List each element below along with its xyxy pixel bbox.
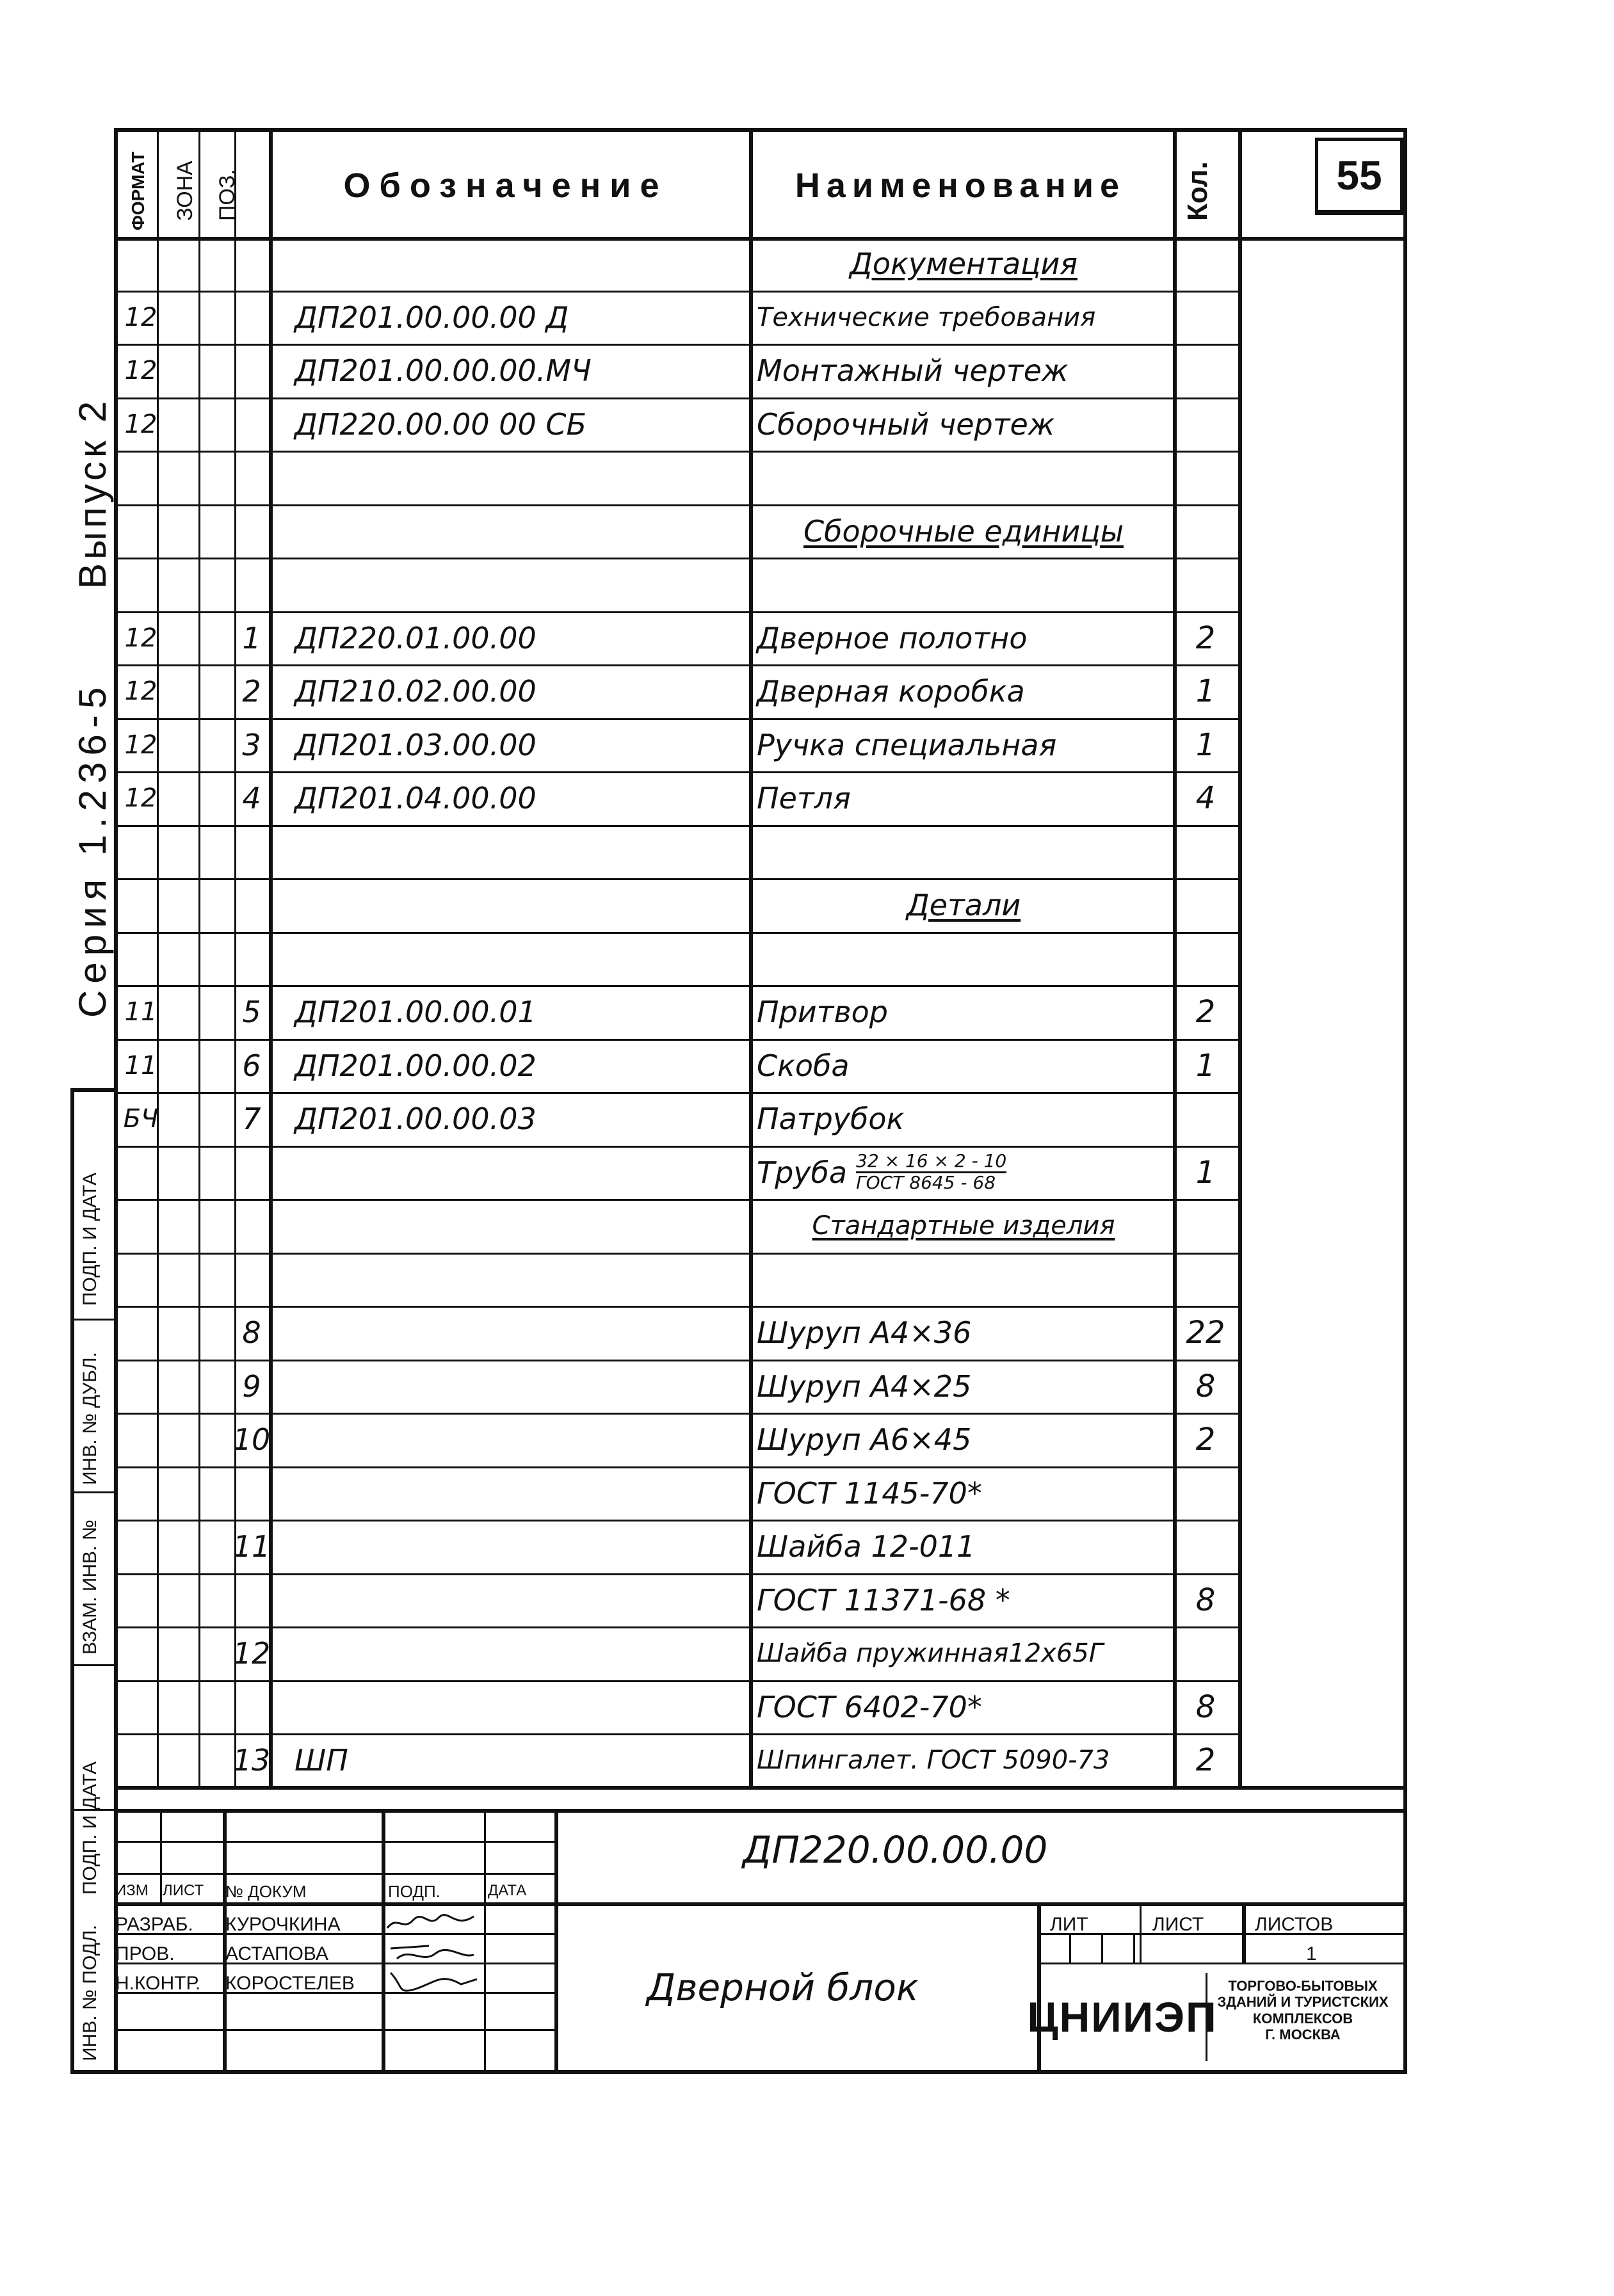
- stamp-nkontr-label: Н.КОНТР.: [115, 1973, 201, 1994]
- cell-quantity: 8: [1195, 1582, 1216, 1618]
- cell-position: 8: [242, 1315, 261, 1350]
- cell-format: [122, 825, 160, 879]
- cell-position: 12: [232, 1635, 271, 1671]
- stamp-vline: [1133, 1933, 1135, 1963]
- cell-format: [122, 451, 160, 504]
- stamp-razrab-label: РАЗРАБ.: [115, 1914, 193, 1935]
- cell-format: 12: [124, 676, 157, 706]
- issue-label: Выпуск 2: [71, 397, 114, 589]
- cell-designation: [295, 878, 743, 932]
- cell-position: [234, 1573, 269, 1627]
- cell-position: [234, 397, 269, 451]
- cell-name: [757, 825, 1170, 879]
- cell-format: [122, 237, 160, 291]
- cell-quantity: 1: [1195, 727, 1216, 763]
- stamp-hline: [114, 1902, 1407, 1906]
- cell-designation: [295, 1680, 743, 1734]
- cell-designation: [295, 1520, 743, 1573]
- cell-designation: [295, 932, 743, 986]
- cell-position: [234, 825, 269, 879]
- cell-name: Петля: [757, 780, 851, 815]
- cell-designation: [295, 1573, 743, 1627]
- pipe-spec-fraction: [856, 1152, 1006, 1193]
- org-name: ТОРГОВО-БЫТОВЫХ ЗДАНИЙ И ТУРИСТСКИХ КОМПЛЕКСОВ Г. МОСКВА: [1217, 1978, 1389, 2043]
- cell-quantity: [1173, 932, 1238, 986]
- cell-position: 10: [232, 1422, 271, 1457]
- left-strip-inv-dubl: ИНВ. № ДУБЛ.: [79, 1352, 101, 1485]
- stamp-col-izm: ИЗМ: [115, 1882, 149, 1899]
- stamp-vline: [1140, 1902, 1142, 1963]
- cell-format: 12: [124, 623, 157, 653]
- cell-quantity: 2: [1195, 1742, 1216, 1778]
- left-strip-divider: [70, 1491, 118, 1493]
- cell-quantity: 2: [1195, 620, 1216, 656]
- cell-designation: ДП201.04.00.00: [295, 780, 537, 815]
- cell-position: 7: [242, 1101, 261, 1136]
- cell-quantity: [1173, 878, 1238, 932]
- cell-format: [122, 1360, 160, 1413]
- stamp-col-list: ЛИСТ: [163, 1882, 204, 1899]
- cell-position: 2: [242, 673, 261, 709]
- cell-name: Притвор: [757, 994, 888, 1029]
- cell-quantity: [1173, 1466, 1238, 1520]
- cell-format: [122, 878, 160, 932]
- stamp-vline: [1069, 1933, 1071, 1963]
- cell-designation: [295, 1360, 743, 1413]
- cell-format: [122, 1680, 160, 1734]
- header-qty: Кол.: [1182, 161, 1213, 221]
- cell-format: [122, 1146, 160, 1200]
- signature-razrab: [384, 1909, 480, 1937]
- frame-right-edge: [1403, 128, 1407, 2074]
- cell-designation: ДП201.03.00.00: [295, 727, 537, 762]
- cell-quantity: [1173, 558, 1238, 611]
- cell-designation: ДП201.00.00.03: [295, 1101, 537, 1136]
- header-designation: Обозначение: [343, 166, 668, 205]
- cell-position: 4: [242, 780, 261, 815]
- header-zone: ЗОНА: [173, 161, 197, 221]
- cell-quantity: [1173, 1092, 1238, 1146]
- cell-name: Дверная коробка: [757, 673, 1025, 709]
- cell-designation: ДП201.00.00.00.МЧ: [295, 353, 592, 388]
- frame-bottom-edge: [70, 2070, 1407, 2074]
- column-divider: [198, 128, 200, 1787]
- cell-name: Дверное полотно: [757, 620, 1028, 655]
- cell-designation: [295, 1199, 743, 1253]
- header-format: ФОРМАТ: [128, 151, 148, 230]
- cell-position: 1: [242, 620, 261, 655]
- cell-position: [234, 451, 269, 504]
- stamp-vline: [554, 1809, 558, 2074]
- cell-position: 5: [242, 994, 261, 1029]
- left-strip-sign-date-2: ПОДП. И ДАТА: [79, 1761, 101, 1895]
- left-strip-divider: [70, 1664, 118, 1666]
- cell-name: Сборочные единицы: [803, 513, 1124, 549]
- cell-designation: ДП220.00.00 00 СБ: [295, 406, 587, 442]
- cell-format: 12: [124, 409, 157, 439]
- left-strip-divider: [70, 1319, 118, 1321]
- cell-name: Скоба: [757, 1048, 850, 1083]
- cell-quantity: [1173, 237, 1238, 291]
- stamp-lit-label: ЛИТ: [1050, 1914, 1088, 1935]
- cell-format: [122, 1626, 160, 1680]
- cell-quantity: [1173, 1520, 1238, 1573]
- left-strip-edge: [70, 1088, 74, 2074]
- cell-designation: [295, 1466, 743, 1520]
- cell-format: [122, 1520, 160, 1573]
- cell-name: [757, 451, 1170, 504]
- cell-designation: [295, 1253, 743, 1306]
- cell-quantity: [1173, 291, 1238, 344]
- cell-designation: [295, 1626, 743, 1680]
- left-strip-sign-date-1: ПОДП. И ДАТА: [79, 1172, 101, 1306]
- cell-name: Шпингалет. ГОСТ 5090-73: [757, 1745, 1110, 1775]
- stamp-nkontr-name: КОРОСТЕЛЕВ: [225, 1973, 355, 1994]
- stamp-title: Дверной блок: [647, 1966, 919, 2009]
- cell-name: Документация: [849, 246, 1078, 281]
- stamp-hline: [1037, 1933, 1407, 1935]
- cell-quantity: 1: [1195, 673, 1216, 709]
- cell-position: [234, 932, 269, 986]
- cell-format: 12: [124, 355, 157, 385]
- cell-quantity: [1173, 1199, 1238, 1253]
- cell-quantity: [1173, 451, 1238, 504]
- cell-designation: [295, 504, 743, 558]
- signature-prov: [384, 1939, 480, 1968]
- stamp-col-ndok: № ДОКУМ: [225, 1882, 307, 1901]
- cell-designation: [295, 1306, 743, 1360]
- cell-position: [234, 558, 269, 611]
- cell-format: 12: [124, 783, 157, 813]
- cell-name: [757, 1253, 1170, 1306]
- cell-position: [234, 1680, 269, 1734]
- cell-position: [234, 1199, 269, 1253]
- cell-format: [122, 1573, 160, 1627]
- cell-quantity: 4: [1195, 780, 1216, 816]
- stamp-list-label: ЛИСТ: [1152, 1914, 1204, 1935]
- stamp-prov-name: АСТАПОВА: [225, 1943, 328, 1964]
- cell-position: [234, 1466, 269, 1520]
- cell-designation: ШП: [295, 1742, 348, 1778]
- cell-designation: ДП220.01.00.00: [295, 620, 537, 655]
- issue-title: [70, 397, 115, 589]
- cell-format: БЧ: [123, 1104, 159, 1134]
- org-logo: ЦНИИЭП: [1037, 1973, 1207, 2061]
- stamp-listov-label: ЛИСТОВ: [1255, 1914, 1334, 1935]
- header-name: Наименование: [795, 166, 1126, 205]
- cell-format: [122, 932, 160, 986]
- cell-designation: [295, 558, 743, 611]
- stamp-vline: [1242, 1902, 1246, 1963]
- cell-name: Детали: [906, 887, 1021, 922]
- cell-position: [234, 1146, 269, 1200]
- page-number: 55: [1336, 152, 1382, 198]
- stamp-col-data: ДАТА: [488, 1882, 527, 1899]
- stamp-vline: [484, 1809, 486, 2074]
- cell-designation: ДП210.02.00.00: [295, 673, 537, 709]
- series-label: Серия 1.236-5: [71, 680, 114, 1018]
- cell-position: [234, 1253, 269, 1306]
- cell-format: [122, 558, 160, 611]
- stamp-hline: [114, 1963, 556, 1964]
- cell-designation: [295, 451, 743, 504]
- cell-position: 9: [242, 1369, 261, 1404]
- cell-quantity: 8: [1195, 1689, 1216, 1725]
- stamp-hline: [1037, 1963, 1407, 1964]
- stamp-razrab-name: КУРОЧКИНА: [225, 1914, 341, 1935]
- cell-quantity: [1173, 397, 1238, 451]
- cell-name: Шуруп А6×45: [757, 1422, 972, 1457]
- cell-name: [757, 558, 1170, 611]
- stamp-doc-number: ДП220.00.00.00: [743, 1828, 1048, 1872]
- header-pos: ПОЗ.: [215, 169, 239, 221]
- left-strip-top: [70, 1088, 118, 1092]
- cell-format: [122, 504, 160, 558]
- cell-quantity: [1173, 1253, 1238, 1306]
- stamp-hline: [114, 1873, 556, 1875]
- left-strip-vzam-inv: ВЗАМ. ИНВ. №: [79, 1520, 101, 1655]
- left-strip-inv-podl: ИНВ. № ПОДЛ.: [79, 1924, 101, 2061]
- frame-top-edge: [114, 128, 1407, 132]
- cell-designation: ДП201.00.00.02: [295, 1048, 537, 1083]
- cell-name: Сборочный чертеж: [757, 406, 1055, 442]
- cell-name: Шуруп А4×25: [757, 1369, 972, 1404]
- page-number-box: [1315, 138, 1405, 215]
- cell-format: [122, 1253, 160, 1306]
- cell-name: Шуруп А4×36: [757, 1315, 972, 1350]
- cell-format: [122, 1413, 160, 1466]
- cell-format: [122, 1466, 160, 1520]
- column-divider: [749, 128, 753, 1787]
- cell-position: [234, 344, 269, 397]
- cell-designation: [295, 1413, 743, 1466]
- cell-name: Шайба пружинная12x65Г: [757, 1638, 1104, 1668]
- signature-nkontr: [384, 1966, 480, 1998]
- cell-quantity: 22: [1186, 1314, 1225, 1351]
- cell-quantity: 8: [1195, 1368, 1216, 1404]
- cell-quantity: [1173, 504, 1238, 558]
- cell-name: Стандартные изделия: [812, 1210, 1115, 1240]
- cell-format: 11: [124, 997, 157, 1027]
- cell-quantity: [1173, 1626, 1238, 1680]
- cell-designation: [295, 1146, 743, 1200]
- cell-position: 3: [242, 727, 261, 762]
- cell-designation: [295, 237, 743, 291]
- cell-format: 11: [124, 1050, 157, 1080]
- cell-format: 12: [124, 730, 157, 760]
- cell-position: 13: [232, 1742, 271, 1778]
- cell-name: Ручка специальная: [757, 727, 1057, 762]
- cell-quantity: 2: [1195, 993, 1216, 1030]
- cell-quantity: 1: [1195, 1047, 1216, 1084]
- stamp-col-podp: ПОДП.: [388, 1882, 440, 1901]
- cell-name: Технические требования: [757, 302, 1096, 332]
- pipe-spec-fraction-top: 32 × 16 × 2 - 10: [856, 1152, 1006, 1173]
- stamp-vline: [160, 1809, 162, 1902]
- stamp-top-line: [114, 1809, 1407, 1813]
- cell-position: [234, 291, 269, 344]
- stamp-hline: [114, 1841, 556, 1843]
- cell-name: ГОСТ 6402-70*: [757, 1689, 982, 1724]
- stamp-vline: [223, 1809, 227, 2074]
- cell-position: [234, 237, 269, 291]
- cell-designation: ДП201.00.00.01: [295, 994, 537, 1029]
- cell-format: [122, 1199, 160, 1253]
- cell-format: [122, 1306, 160, 1360]
- cell-name: Шайба 12-011: [757, 1529, 976, 1564]
- cell-name: [757, 932, 1170, 986]
- cell-quantity: 1: [1195, 1154, 1216, 1191]
- cell-position: [234, 504, 269, 558]
- stamp-vline: [1101, 1933, 1103, 1963]
- stamp-listov-value: 1: [1306, 1943, 1317, 1964]
- cell-position: [234, 878, 269, 932]
- cell-position: 6: [242, 1048, 261, 1083]
- cell-name: Монтажный чертеж: [757, 353, 1069, 388]
- cell-name: Труба 32 × 16 × 2 - 10 ГОСТ 8645 - 68: [757, 1150, 1007, 1194]
- cell-name: Патрубок: [757, 1101, 905, 1136]
- cell-name: ГОСТ 11371-68 *: [757, 1582, 1010, 1618]
- stamp-hline: [114, 2029, 556, 2031]
- column-divider: [1238, 128, 1242, 1787]
- cell-quantity: [1173, 344, 1238, 397]
- cell-format: 12: [124, 302, 157, 332]
- cell-name: ГОСТ 1145-70*: [757, 1475, 982, 1511]
- cell-format: [122, 1733, 160, 1787]
- series-title: [70, 681, 115, 1018]
- cell-quantity: 2: [1195, 1421, 1216, 1457]
- cell-quantity: [1173, 825, 1238, 879]
- cell-designation: ДП201.00.00.00 Д: [295, 300, 569, 335]
- pipe-spec-fraction-bottom: ГОСТ 8645 - 68: [856, 1172, 996, 1194]
- stamp-prov-label: ПРОВ.: [115, 1943, 175, 1964]
- cell-position: 11: [232, 1529, 271, 1564]
- cell-designation: [295, 825, 743, 879]
